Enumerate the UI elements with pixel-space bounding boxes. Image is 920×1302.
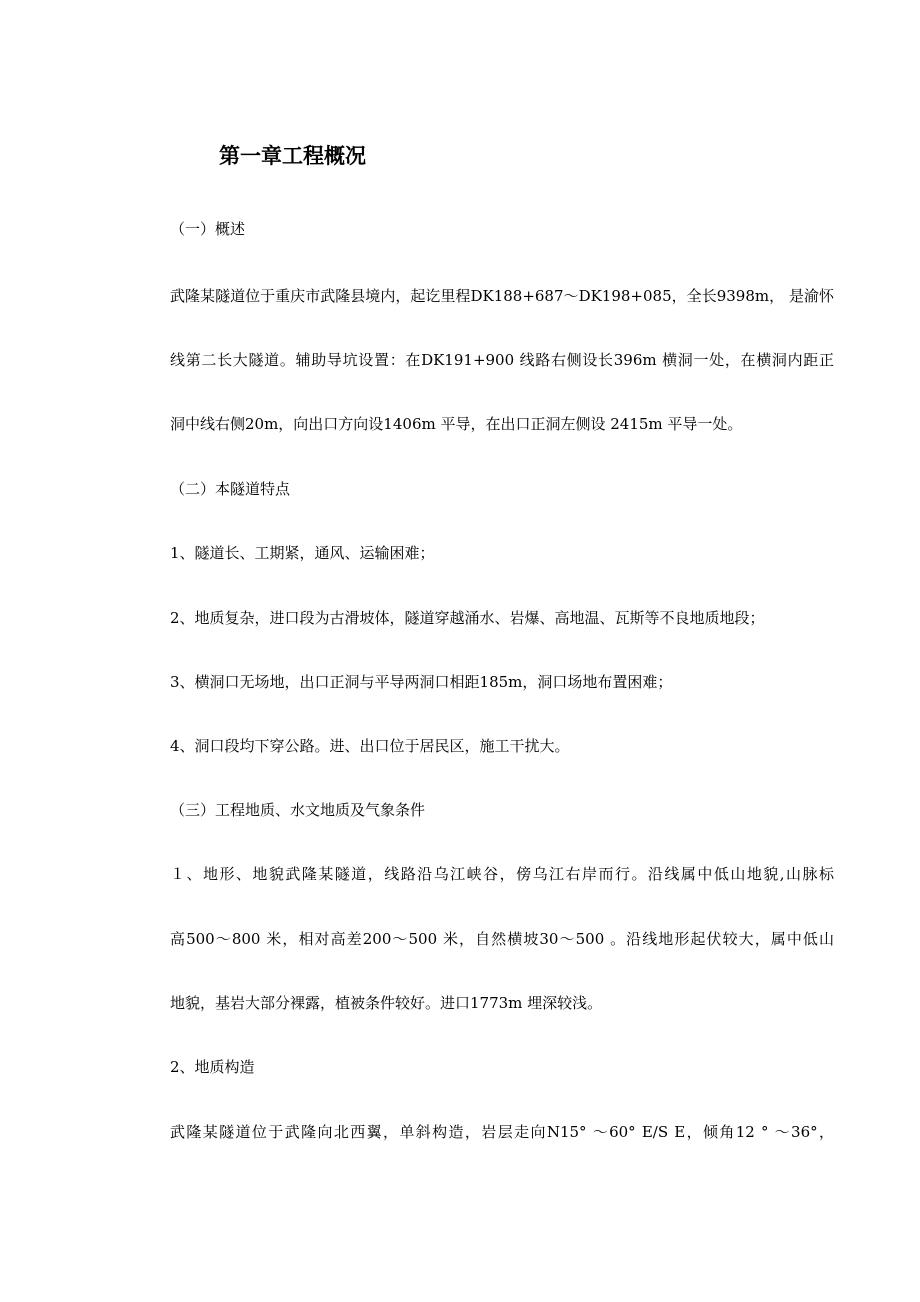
list-item: 2、地质复杂，进口段为古滑坡体，隧道穿越涌水、岩爆、高地温、瓦斯等不良地质地段； — [170, 609, 765, 627]
paragraph-line: １、地形、地貌武隆某隧道，线路沿乌江峡谷，傍乌江右岸而行。沿线属中低山地貌,山脉标 — [170, 865, 834, 883]
paragraph-line: 地貌，基岩大部分裸露，植被条件较好。进口1773m 埋深较浅。 — [170, 994, 603, 1012]
subsection-heading-geologic-structure: 2、地质构造 — [170, 1058, 255, 1076]
list-item: 3、横洞口无场地，出口正洞与平导两洞口相距185m，洞口场地布置困难； — [170, 673, 673, 691]
chapter-title: 第一章工程概况 — [219, 144, 366, 168]
section-heading-overview: （一）概述 — [170, 220, 246, 238]
list-item: 4、洞口段均下穿公路。进、出口位于居民区，施工干扰大。 — [170, 737, 570, 755]
paragraph-line: 洞中线右侧20m，向出口方向设1406m 平导，在出口正洞左侧设 2415m 平导一处。 — [170, 415, 743, 433]
paragraph-line: 武隆某隧道位于重庆市武隆县境内，起讫里程DK188+687～DK198+085，全长9398m， 是渝怀 — [170, 287, 834, 305]
section-heading-geology: （三）工程地质、水文地质及气象条件 — [170, 801, 426, 819]
paragraph-line: 武隆某隧道位于武隆向北西翼，单斜构造，岩层走向N15° ～60° E/S E，倾角12 ° ～36°， — [170, 1123, 834, 1141]
section-heading-features: （二）本隧道特点 — [170, 480, 291, 498]
list-item: 1、隧道长、工期紧，通风、运输困难； — [170, 544, 435, 562]
paragraph-line: 高500～800 米，相对高差200～500 米，自然横坡30～500 。沿线地形起伏较大，属中低山 — [170, 930, 834, 948]
paragraph-line: 线第二长大隧道。辅助导坑设置：在DK191+900 线路右侧设长396m 横洞一处，在横洞内距正 — [170, 351, 834, 369]
